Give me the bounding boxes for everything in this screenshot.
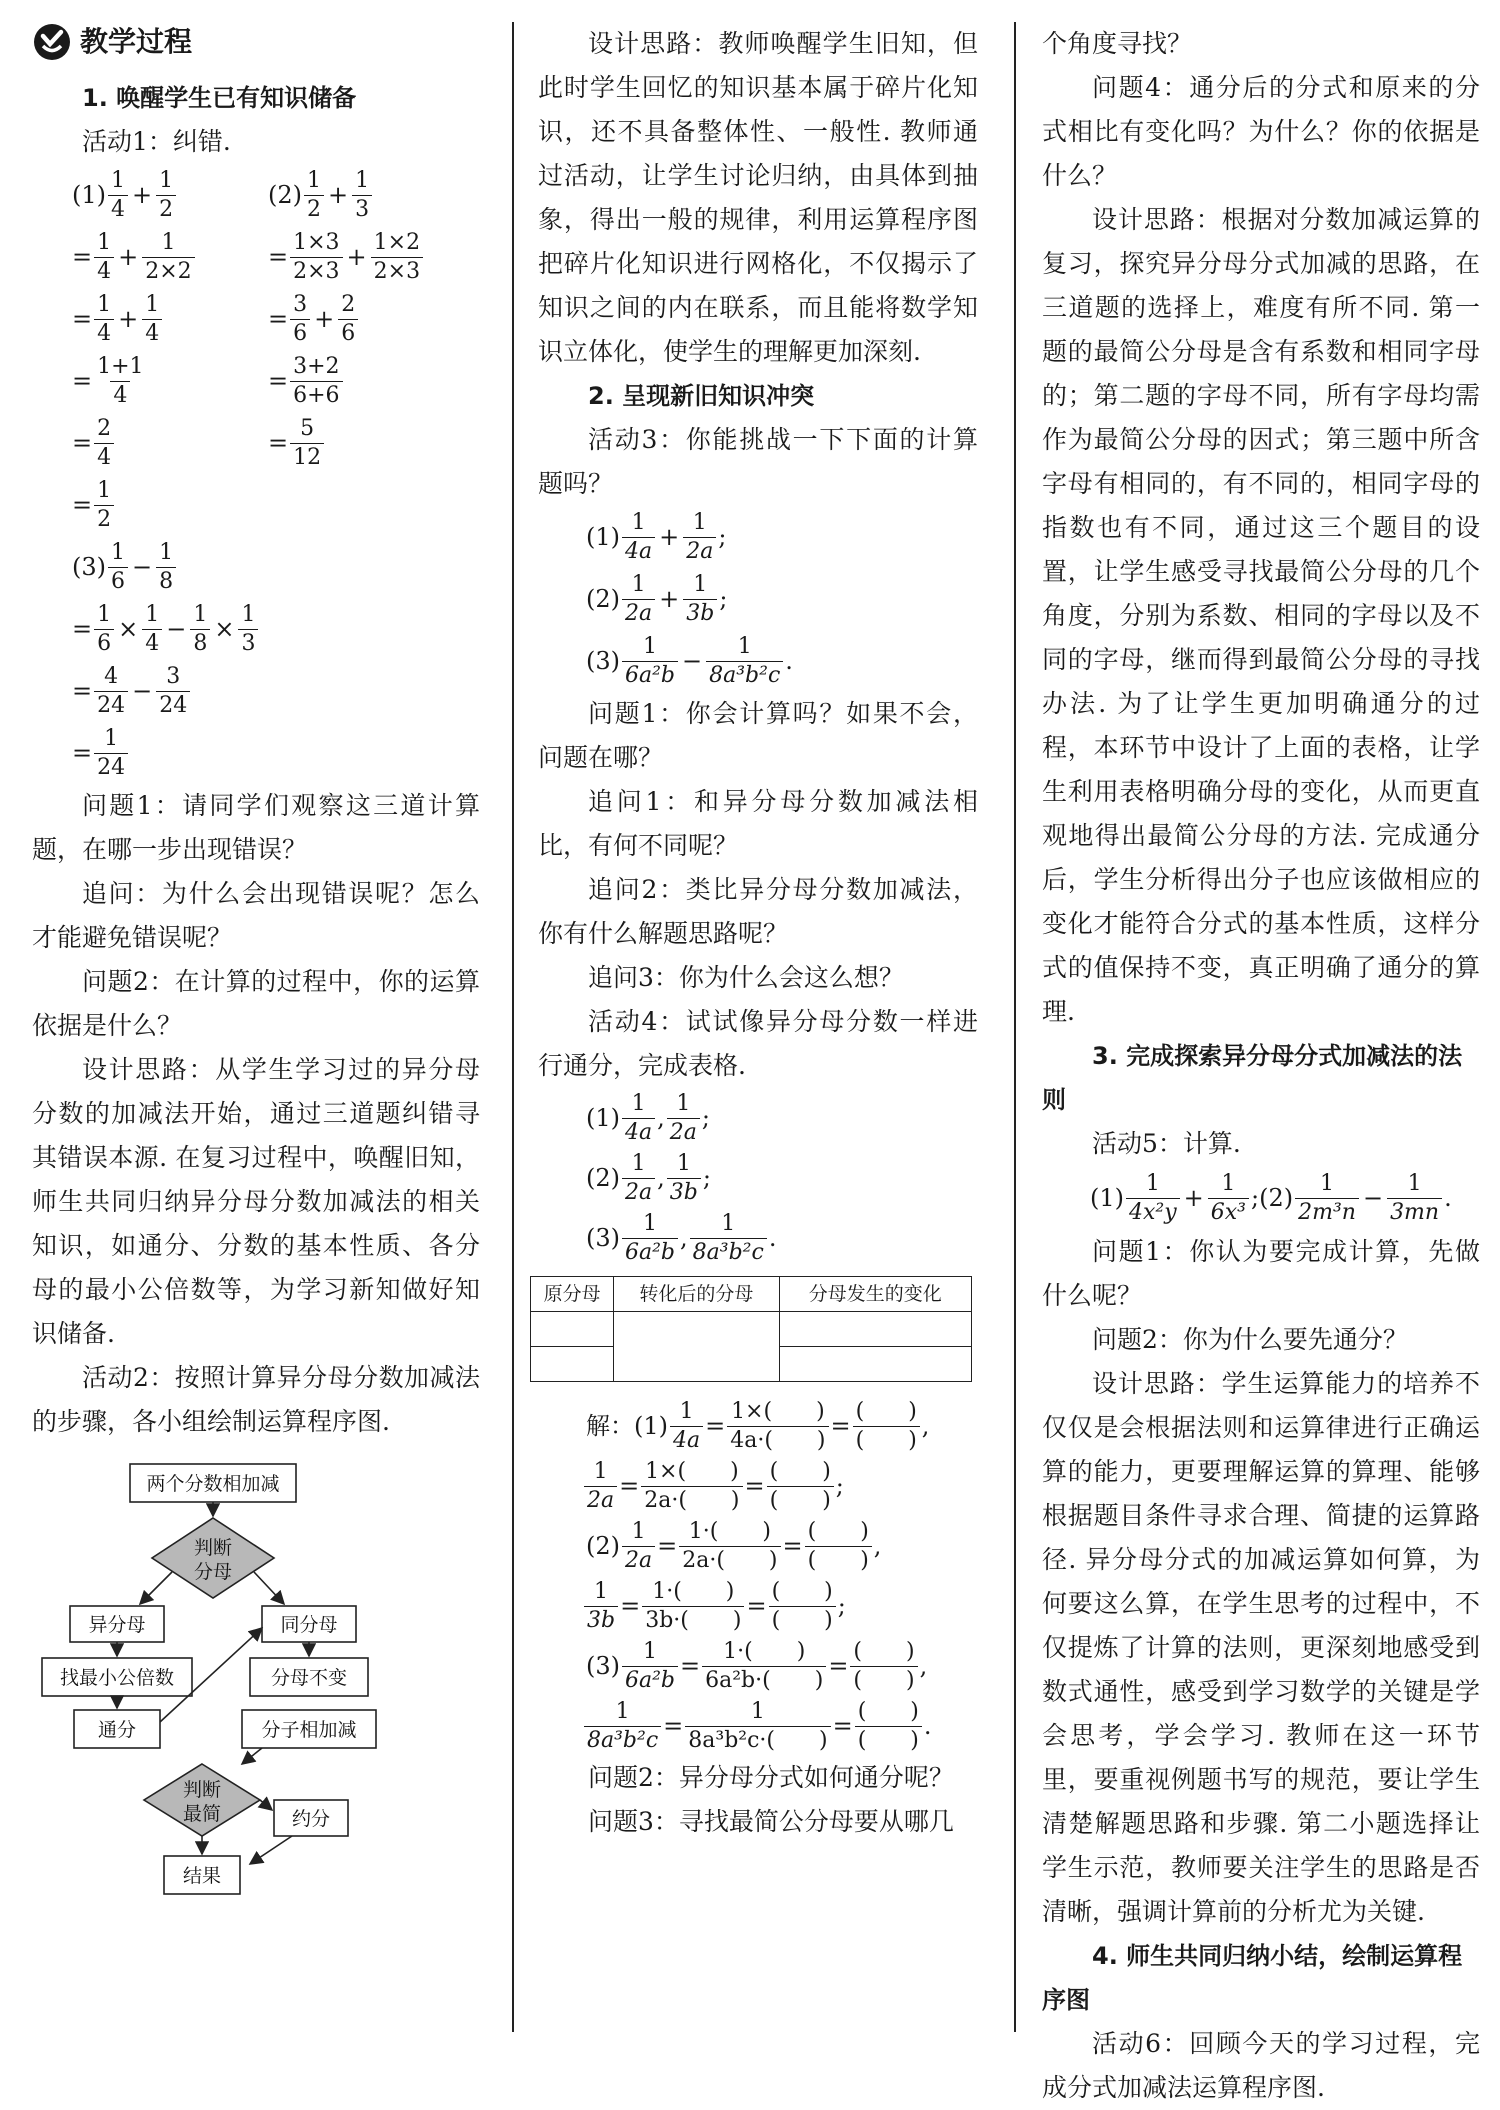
math-line: = $\frac{4}{24}$ − $\frac{3}{24}$: [72, 660, 480, 722]
activity-6: 活动6：回顾今天的学习过程，完成分式加减法运算程序图.: [1042, 2029, 1480, 2102]
correction-problems: [32, 164, 480, 784]
math-line: (2) $\frac{1}{2a}$ , $\frac{1}{3b}$ ;: [586, 1151, 711, 1205]
column-divider-1: [512, 22, 514, 2032]
table-header: 转化后的分母: [614, 1277, 779, 1312]
activity-4: 活动4：试试像异分母分数一样进行通分，完成表格.: [538, 1007, 978, 1080]
follow-up-3: 追问3：你为什么会这么想？: [588, 963, 904, 992]
question-1c: 问题1：你认为要完成计算，先做什么呢？: [1042, 1237, 1480, 1310]
question-1b: 问题1：你会计算吗？如果不会，问题在哪？: [538, 699, 978, 772]
flow-start-label: 两个分数相加减: [146, 1473, 280, 1495]
flow-judge1-line2: 分母: [193, 1561, 233, 1583]
math-line: = $\frac{1+1}{4}$ = $\frac{3+2}{6+6}$: [72, 350, 480, 412]
design-idea-3: 设计思路：根据对分数加减运算的复习，探究异分母分式加减的思路，在三道题的选择上，难度有所不同. 第一题的最简公分母是含有系数和相同字母的；第二题的字母不同，所有字母均需作为最简公分母的因式；第三题中所含字母有相同的，有不同的，相同字母的指数也有不同，通过这三个题目的设置，让学生感受寻找最简公分母的几个角度，分别为系数、相同的字母以及不同的字母，继而得到最简公分母的寻找办法. 为了让学生更加明确通分的过程，本环节中设计了上面的表格，让学生利用表格明确分母的变化，从而更直观地得出最简公分母的方法. 完成通分后，学生分析得出分子也应该做相应的变化才能符合分式的基本性质，这样分式的值保持不变，真正明确了通分的算理.: [1042, 205, 1480, 1026]
section-title: 教学过程: [80, 25, 193, 58]
math-line: (3) $\frac{1}{\text{6a²b}}$ , $\frac{1}{\text{8a³b²c}}$ .: [586, 1211, 777, 1265]
design-idea-2: 设计思路：教师唤醒学生旧知，但此时学生回忆的知识基本属于碎片化知识，还不具备整体性、一般性. 教师通过活动，让学生讨论归纳，由具体到抽象，得出一般的规律，利用运算程序图把碎片化知识进行网格化，不仅揭示了知识之间的内在联系，而且能将数学知识立体化，使学生的理解更加深刻.: [538, 29, 978, 366]
follow-up-1: 追问1：和异分母分数加减法相比，有何不同呢？: [538, 787, 978, 860]
table-cell[interactable]: [779, 1312, 972, 1347]
math-line: (3) $\frac{1}{6}$ − $\frac{1}{8}$: [72, 536, 480, 598]
question-2: 问题2：在计算的过程中，你的运算依据是什么？: [32, 967, 480, 1040]
subsection-4-heading: 4. 师生共同归纳小结，绘制运算程序图: [1042, 1942, 1463, 2014]
flowchart: [32, 1460, 472, 1900]
question-2c: 问题2：你为什么要先通分？: [1092, 1325, 1408, 1354]
math-line: (1) $\frac{1}{4}$ + $\frac{1}{2}$ (2) $\frac{1}{2}$ + $\frac{1}{3}$: [72, 164, 480, 226]
question-1: 问题1：请同学们观察这三道计算题，在哪一步出现错误？: [32, 791, 480, 864]
challenge-problems: [538, 506, 978, 692]
flow-keep-label: 分母不变: [270, 1667, 348, 1689]
flow-diff-label: 异分母: [88, 1614, 146, 1636]
section-header: [32, 22, 480, 62]
activity-3: 活动3：你能挑战一下下面的计算题吗？: [538, 425, 978, 498]
table-cell[interactable]: [614, 1312, 779, 1382]
table-header: 分母发生的变化: [779, 1277, 972, 1312]
subsection-1-heading: 1. 唤醒学生已有知识储备: [82, 84, 357, 112]
flow-common-label: 通分: [97, 1719, 137, 1741]
section-logo-icon: [32, 22, 72, 62]
table-problems: [538, 1088, 978, 1268]
follow-up: 追问：为什么会出现错误呢？怎么才能避免错误呢？: [32, 879, 480, 952]
math-line: (3) $\frac{1}{\text{6a²b}}$ − $\frac{1}{\text{8a³b²c}}$ .: [586, 634, 793, 688]
math-line: (2) $\frac{1}{2a}$ + $\frac{1}{3b}$ ;: [586, 572, 728, 626]
flow-add-label: 分子相加减: [261, 1719, 357, 1741]
column-2: [538, 22, 978, 1844]
design-idea-4: 设计思路：学生运算能力的培养不仅仅是会根据法则和运算律进行正确运算的能力，更要理解运算的算理、能够根据题目条件寻求合理、简捷的运算路径. 异分母分式的加减运算如何算，为何要这么算，在学生思考的过程中，不仅提炼了计算的法则，更深刻地感受到数式通性，感受到学习数学的关键是学会思考，学会学习. 教师在这一环节里，要重视例题书写的规范，要让学生清楚解题思路和步骤. 第二小题选择让学生示范，教师要关注学生的思路是否清晰，强调计算前的分析尤为关键.: [1042, 1369, 1480, 1926]
math-line: 解： (1) $\frac{1}{4a}$ = $\frac{1\times( )}{4a\cdot( )}$ = $\frac{( )}{( )}$ ,: [586, 1399, 930, 1453]
subsection-2-heading: 2. 呈现新旧知识冲突: [588, 382, 815, 410]
column-3: [1042, 22, 1480, 2110]
solution-steps: [538, 1396, 978, 1756]
activity-5-problems: [1042, 1166, 1480, 1230]
math-line: $\frac{1}{\text{8a³b²c}}$ = $\frac{1}{\text{8a³b²c·( )}}$ = $\frac{( )}{( )}$ .: [582, 1696, 978, 1756]
flow-reduce-label: 约分: [291, 1808, 331, 1830]
flow-judge2-line2: 最简: [182, 1803, 222, 1825]
flow-same-label: 同分母: [280, 1614, 338, 1636]
design-idea: 设计思路：从学生学习过的异分母分数的加减法开始，通过三道题纠错寻其错误本源. 在复习过程中，唤醒旧知，师生共同归纳异分母分数加减法的相关知识，如通分、分数的基本性质、各分母的最小公倍数等，为学习新知做好知识储备.: [32, 1055, 480, 1348]
math-line: = $\frac{1}{4}$ + $\frac{1}{2\times 2}$ = $\frac{1\times 3}{2\times 3}$ + $\frac{1\times 2}{2\times 3}$: [72, 226, 480, 288]
activity-2: 活动2：按照计算异分母分数加减法的步骤，各小组绘制运算程序图.: [32, 1363, 480, 1436]
column-1: [32, 22, 480, 1900]
math-line: = $\frac{1}{4}$ + $\frac{1}{4}$ = $\frac{3}{6}$ + $\frac{2}{6}$: [72, 288, 480, 350]
flow-result-label: 结果: [182, 1865, 222, 1887]
column-divider-2: [1014, 22, 1016, 2032]
math-line: $\frac{1}{3b}$ = $\frac{1\cdot( )}{3b\cdot( )}$ = $\frac{( )}{( )}$ ;: [582, 1576, 978, 1636]
follow-up-2: 追问2：类比异分母分数加减法，你有什么解题思路呢？: [538, 875, 978, 948]
math-line: = $\frac{1}{2}$: [72, 474, 480, 536]
math-line: = $\frac{1}{6}$ × $\frac{1}{4}$ − $\frac{1}{8}$ × $\frac{1}{3}$: [72, 598, 480, 660]
activity-1: 活动1：纠错.: [82, 127, 231, 156]
question-4: 问题4：通分后的分式和原来的分式相比有变化吗？为什么？你的依据是什么？: [1042, 73, 1480, 190]
subsection-3-heading: 3. 完成探索异分母分式加减法的法则: [1042, 1042, 1463, 1114]
math-line: $\frac{1}{2a}$ = $\frac{1\times( )}{2a\cdot( )}$ = $\frac{( )}{( )}$ ;: [582, 1456, 978, 1516]
activity-5: 活动5：计算.: [1092, 1129, 1241, 1158]
table-cell[interactable]: [779, 1347, 972, 1382]
math-line: (2) $\frac{1}{2a}$ = $\frac{1\cdot( )}{2a\cdot( )}$ = $\frac{( )}{( )}$ ,: [586, 1519, 882, 1573]
math-line: = $\frac{1}{24}$: [72, 722, 480, 784]
denominator-table: [530, 1276, 972, 1382]
math-line: = $\frac{2}{4}$ = $\frac{5}{12}$: [72, 412, 480, 474]
flow-lcm-label: 找最小公倍数: [59, 1667, 175, 1689]
table-cell[interactable]: [531, 1347, 614, 1382]
table-header: 原分母: [531, 1277, 614, 1312]
math-line: (1) $\frac{1}{\text{4x²y}}$ + $\frac{1}{\text{6x³}}$ ;(2) $\frac{1}{\text{2m³n}}$ − $\frac{1}{3mn}$ .: [1090, 1171, 1452, 1225]
math-line: (3) $\frac{1}{\text{6a²b}}$ = $\frac{1\cdot( )}{\text{6a²b·( )}}$ = $\frac{( )}{( )}$ ,: [586, 1639, 928, 1693]
flow-judge1-line1: 判断: [193, 1537, 233, 1559]
question-3-continued: 个角度寻找？: [1042, 29, 1193, 58]
question-3b: 问题3：寻找最简公分母要从哪几: [588, 1807, 954, 1836]
question-2b: 问题2：异分母分式如何通分呢？: [588, 1763, 954, 1792]
table-cell[interactable]: [531, 1312, 614, 1347]
flow-judge2-line1: 判断: [182, 1779, 222, 1801]
math-line: (1) $\frac{1}{4a}$ + $\frac{1}{2a}$ ;: [586, 510, 727, 564]
math-line: (1) $\frac{1}{4a}$ , $\frac{1}{2a}$ ;: [586, 1091, 710, 1145]
